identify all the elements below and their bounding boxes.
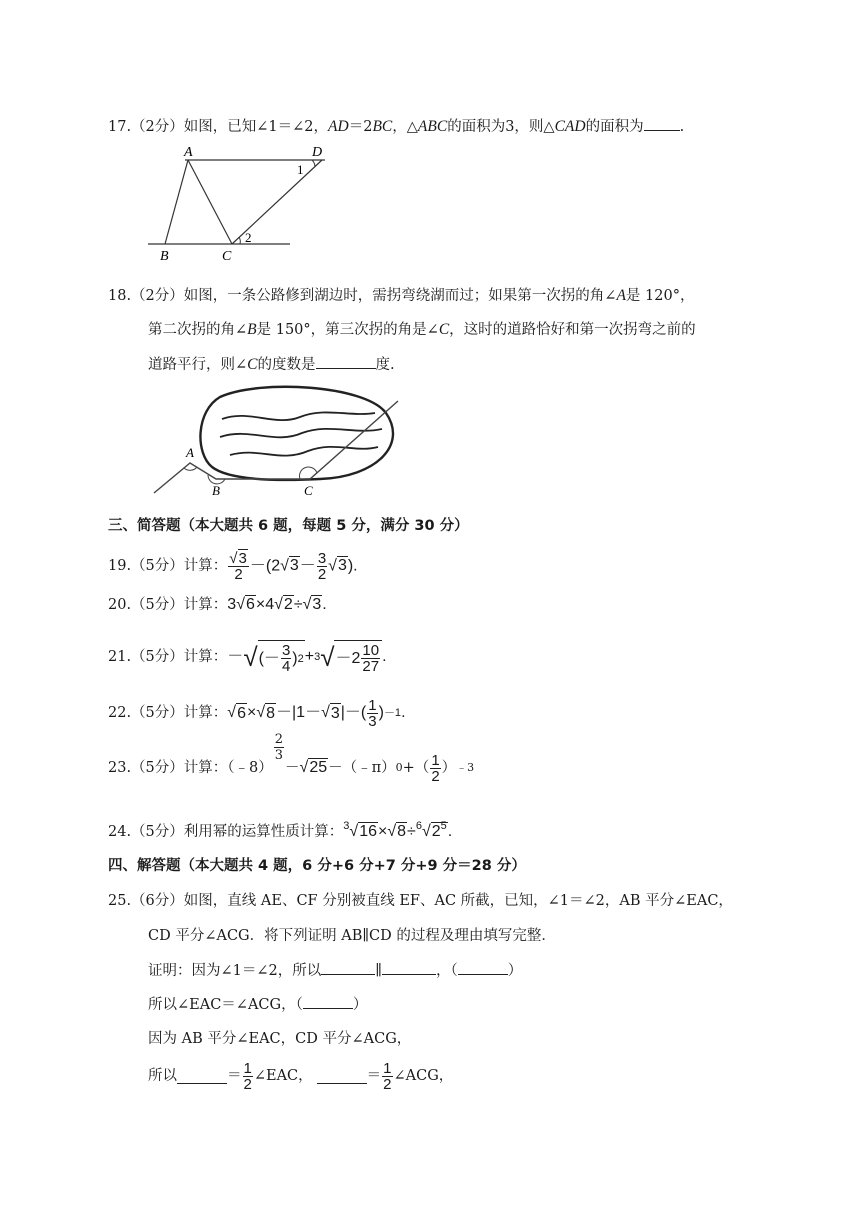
q25-line6 — [148, 1058, 453, 1094]
q19-minus2: － — [299, 557, 316, 575]
q18-l1-c: 是 120°， — [625, 288, 695, 304]
q18-l3-c: 的度数是 — [257, 357, 316, 373]
q23-lead: 23.（5分）计算：（﹣8） — [108, 760, 273, 776]
q20-div: ÷ — [293, 596, 303, 613]
q25-l6-eq2: ＝ — [366, 1068, 382, 1084]
q23-exp-frac — [274, 732, 284, 763]
q18-l2-c: 是 150°，第三次拐的角是∠ — [256, 322, 439, 338]
q18-lake-outline — [200, 387, 393, 480]
q22 — [108, 695, 406, 731]
q20-end: . — [322, 596, 327, 613]
q24-rad3: 2 — [431, 823, 441, 840]
q19 — [108, 548, 358, 584]
q22-frac-den: 3 — [368, 712, 377, 730]
q24-div: ÷ — [407, 823, 416, 840]
q25-frac1 — [243, 1061, 253, 1092]
q17-label-c: C — [222, 249, 232, 264]
q18-angle-c — [299, 467, 317, 479]
q19-minus: －(2 — [249, 557, 281, 575]
q20-lead: 20.（5分）计算： — [108, 597, 228, 613]
q25-line4 — [148, 994, 367, 1015]
q17-label-a: A — [184, 145, 193, 160]
q18-l2-a: 第二次拐的角∠ — [148, 322, 248, 338]
q19-frac2-den: 2 — [317, 565, 327, 583]
q23-exp-den: 3 — [274, 748, 284, 763]
q25-l3-c: ，（ — [435, 963, 458, 979]
q22-rad3: 3 — [330, 704, 340, 722]
q24-lead: 24.（5分）利用幂的运算性质计算： — [108, 824, 344, 840]
q17-ad: AD — [328, 118, 349, 135]
q18-label-b: B — [212, 483, 220, 498]
q23-power3: ﹣3 — [456, 761, 475, 774]
q22-frac — [367, 698, 377, 729]
q24-index1: 3 — [343, 820, 350, 832]
q25-l3-d: ） — [507, 963, 523, 979]
q23-frac-den: 2 — [431, 767, 440, 785]
q22-abs-close: |－( — [340, 704, 367, 721]
q17-eq: ＝2 — [348, 119, 373, 135]
q20-rad2: 2 — [283, 596, 293, 613]
q21-plus: + — [304, 648, 315, 665]
q20-times: ×4 — [255, 596, 275, 613]
q25-line1: 25.（6分）如图，直线 AE、CF 分别被直线 EF、AC 所截，已知，∠1＝∠2，AB 平分∠EAC， — [108, 893, 733, 909]
q20-rad3: 3 — [312, 596, 322, 613]
q24 — [108, 816, 452, 842]
q25-blank3[interactable] — [458, 960, 508, 975]
q21-expression: － √ (－ $\frac{3}{4}$ ) 2 + 3 √ －2 $\frac{10}{27}$ . — [227, 642, 387, 675]
q18-wave-3 — [230, 447, 378, 456]
q19-lead: 19.（5分）计算： — [108, 558, 228, 574]
q23-frac — [430, 753, 440, 784]
q17-bc: BC — [372, 118, 393, 135]
q19-frac1: $\frac{√3}{2}$ — [229, 549, 247, 583]
q23-plus: +（ — [402, 760, 430, 776]
q19-frac1-den: 2 — [234, 565, 243, 583]
q25-l6-eac: ∠EAC， — [253, 1068, 313, 1084]
q25-l6-eq1: ＝ — [227, 1068, 242, 1084]
q25-line2: CD 平分∠ACG．将下列证明 AB∥CD 的过程及理由填写完整． — [148, 928, 556, 944]
q21-frac1-num: 3 — [281, 642, 291, 659]
q23-power0: 0 — [395, 761, 403, 774]
q21-close: ) — [292, 649, 298, 667]
q17-text — [108, 116, 684, 137]
q24-rad1: 16 — [359, 823, 377, 840]
q21-end: . — [382, 648, 387, 665]
q22-times: × — [246, 704, 257, 721]
q18-l2-d: C — [438, 321, 450, 338]
q25-blank4[interactable] — [303, 994, 353, 1009]
q25-blank5[interactable] — [177, 1069, 227, 1084]
q20-coef: 3 — [227, 596, 237, 613]
q22-lead: 22.（5分）计算： — [108, 705, 228, 721]
q25-blank1[interactable] — [321, 960, 375, 975]
q21 — [108, 635, 387, 679]
q17-line-ab — [165, 160, 188, 244]
q17-label-d: D — [312, 145, 323, 160]
q21-frac2-num: 10 — [362, 642, 380, 659]
q18-l1-a: 18.（2分）如图，一条公路修到湖边时，需拐弯绕湖而过；如果第一次拐的角∠ — [108, 288, 617, 304]
q25-l6-acg: ∠ACG， — [393, 1068, 454, 1084]
q23: 23.（5分）计算：（﹣8） $\frac{2}{3}$ － √25 －（﹣π） 0 +（ $\frac{1}{2}$ ） ﹣3 — [108, 732, 475, 785]
q20-expression: 3√6×4√2÷√3. — [227, 596, 327, 613]
q17-label-2: 2 — [245, 230, 252, 245]
q19-expression: $\frac{√3}{2}$ －(2√3－ $\frac{3}{2}$ √3). — [229, 549, 358, 583]
q25-l4-b: ） — [352, 997, 368, 1013]
q24-expression: $^3√16\times√8\div^6√2^5$. — [343, 820, 453, 840]
q19-rad2: 3 — [289, 557, 299, 575]
q18-angle-a — [184, 467, 197, 470]
section-3-heading: 三、简答题（本大题共 6 题，每题 5 分，满分 30 分） — [108, 518, 469, 534]
q22-rad1: 6 — [237, 704, 246, 722]
q23-minus1: － — [285, 760, 300, 776]
q17-angle2-arc — [239, 237, 240, 244]
q21-root-index: 3 — [314, 651, 321, 663]
q23-close: ） — [441, 760, 457, 776]
q17-label-b: B — [160, 249, 169, 264]
q18-l1-b: A — [616, 287, 626, 304]
q25-l3-a: 证明：因为∠1＝∠2，所以 — [148, 963, 322, 979]
q18-l3-a: 道路平行，则∠ — [148, 357, 248, 373]
q23-frac-num: 1 — [431, 751, 440, 769]
q25-l4-a: 所以∠EAC＝∠ACG，（ — [148, 997, 303, 1013]
q24-power5: 5 — [440, 820, 447, 832]
q19-frac1-num: 3 — [238, 549, 247, 567]
q18-wave-1 — [222, 412, 375, 420]
q21-frac1 — [281, 643, 291, 674]
q18-label-c: C — [304, 483, 313, 498]
q25-l3-parallel: ∥ — [375, 963, 382, 979]
q24-times: × — [378, 823, 388, 840]
q17-angle1-arc — [312, 160, 315, 167]
q23-exp-num: 2 — [274, 732, 284, 747]
q25-frac2-num: 1 — [383, 1059, 392, 1077]
q18-line1 — [108, 286, 694, 306]
q18-l3-d: 度. — [375, 357, 395, 373]
q23-rad: 25 — [309, 759, 328, 776]
q22-power: －1 — [383, 707, 402, 719]
q21-neg: － — [227, 648, 244, 665]
q22-abs-open: －|1－ — [276, 704, 322, 721]
q18-l2-b: B — [247, 321, 257, 338]
q18-l3-b: C — [247, 356, 258, 373]
section-4-heading: 四、解答题（本大题共 4 题，6 分+6 分+7 分+9 分＝28 分） — [108, 858, 526, 874]
q18-l2-e: ，这时的道路恰好和第一次拐弯之前的 — [449, 322, 696, 338]
q21-inner: －2 — [335, 649, 361, 667]
q21-frac2-den: 27 — [362, 658, 380, 675]
q25-frac1-num: 1 — [243, 1059, 252, 1077]
q22-expression: √ 6 × √ 8 －|1－ √ 3 |－( $\frac{1}{3}$ ) －1 . — [227, 696, 406, 730]
q17-mid: ，△ — [392, 119, 418, 135]
q25-frac2-den: 2 — [383, 1075, 392, 1093]
q22-end: . — [401, 704, 406, 721]
q22-frac-num: 1 — [368, 696, 377, 714]
q25-blank6[interactable] — [317, 1069, 367, 1084]
q18-answer-blank[interactable] — [316, 354, 376, 369]
q19-frac2-num: 3 — [317, 549, 327, 567]
q18-line2 — [148, 320, 696, 340]
q17-end: . — [679, 119, 685, 135]
q21-frac2 — [361, 643, 380, 674]
q17-figure — [140, 140, 323, 265]
q25-blank2[interactable] — [382, 960, 436, 975]
q25-frac1-den: 2 — [243, 1075, 252, 1093]
q17-lead: 17.（2分）如图，已知∠1＝∠2， — [108, 119, 329, 135]
q21-power: 2 — [297, 652, 304, 665]
q25-line3 — [148, 960, 522, 981]
q25-line5: 因为 AB 平分∠EAC，CD 平分∠ACG， — [148, 1031, 412, 1047]
q18-line3 — [148, 354, 395, 375]
q24-end: . — [447, 823, 453, 840]
q17-cad: CAD — [554, 118, 586, 135]
q22-rad2: 8 — [266, 704, 276, 722]
q19-close: ). — [347, 557, 358, 575]
q24-rad2: 8 — [397, 823, 407, 840]
q19-frac2 — [317, 551, 327, 582]
q20-rad1: 6 — [245, 596, 255, 613]
q21-open: (－ — [258, 649, 280, 667]
q17-line-ac — [188, 160, 232, 244]
q25-frac2 — [382, 1061, 392, 1092]
q17-label-1: 1 — [297, 162, 304, 177]
q25-l6-a: 所以 — [148, 1068, 177, 1084]
q23-minus2: －（﹣π） — [328, 760, 396, 776]
q19-rad3: 3 — [337, 557, 347, 575]
q17-abc: ABC — [417, 118, 448, 135]
q18-label-a: A — [186, 445, 194, 460]
q17-tail: 的面积为 — [585, 119, 644, 135]
q17-mid2: 的面积为3，则△ — [447, 119, 555, 135]
q22-close: ) — [378, 704, 384, 721]
q18-figure — [150, 383, 400, 498]
q21-lead: 21.（5分）计算： — [108, 649, 228, 665]
q24-index3: 6 — [415, 820, 422, 832]
q20 — [108, 595, 327, 615]
q17-answer-blank[interactable] — [644, 116, 680, 131]
q21-frac1-den: 4 — [281, 658, 291, 675]
